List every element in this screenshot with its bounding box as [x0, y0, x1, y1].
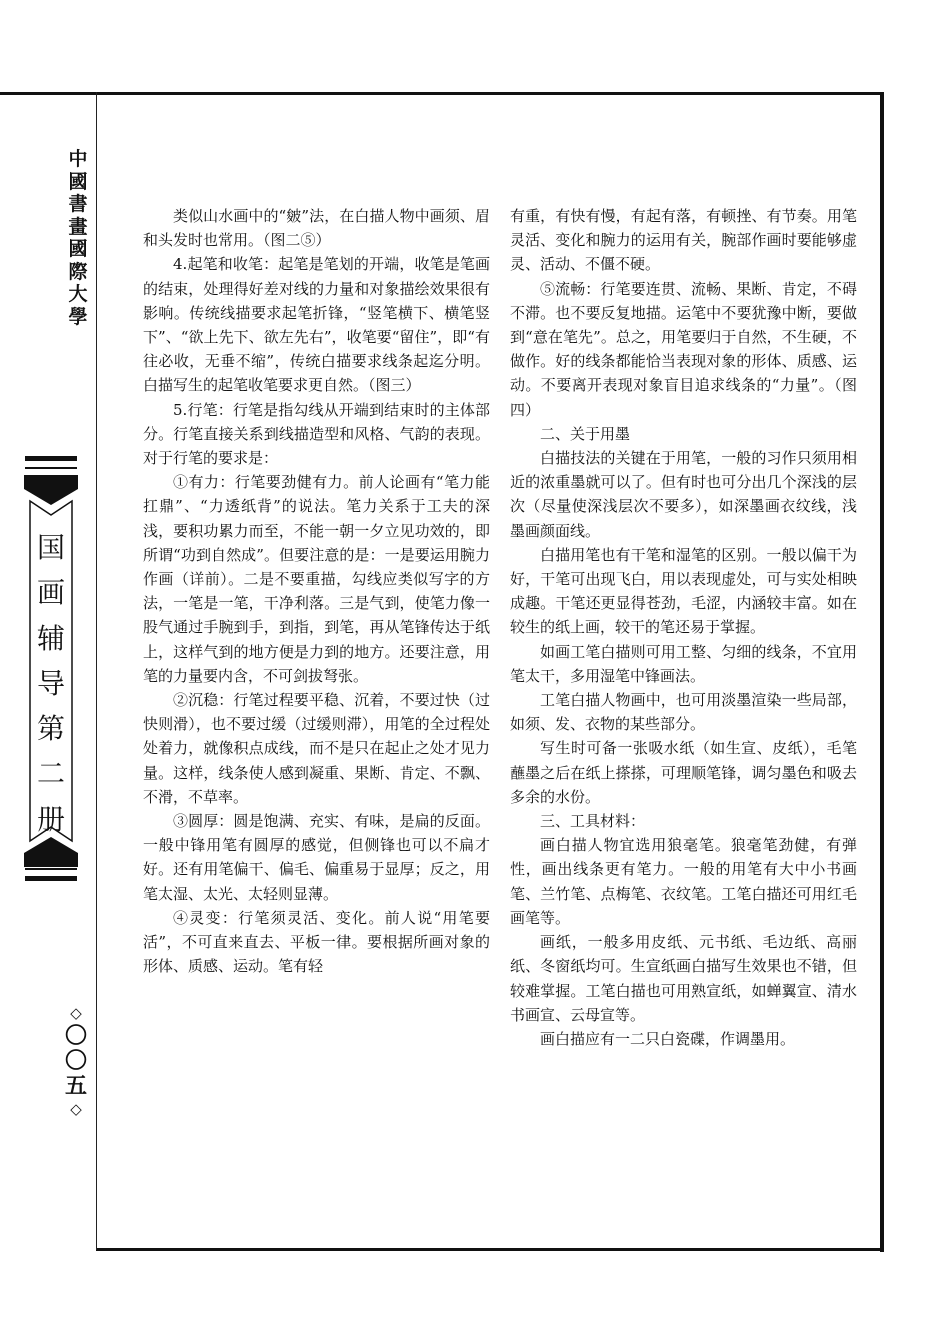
- frame-right-border: [880, 92, 884, 1252]
- school-name-char: 學: [68, 305, 88, 328]
- volume-title-char: 导: [36, 666, 65, 700]
- paragraph: 画白描应有一二只白瓷碟，作调墨用。: [540, 1029, 796, 1048]
- volume-title-char: 册: [36, 802, 65, 836]
- right-text-column: [510, 204, 857, 1051]
- paragraph: 类似山水画中的“皴”法，在白描人物中画须、眉和头发时也常用。（图二⑤）: [143, 207, 490, 250]
- frame-top-border: [0, 92, 884, 95]
- school-name-char: 際: [68, 260, 88, 283]
- plaque-top-bars: [25, 456, 77, 469]
- paragraph: 写生时可备一张吸水纸（如生宣、皮纸），毛笔蘸墨之后在纸上搽搽，可理顺笔锋，调匀墨色和吸去多余的水份。: [510, 739, 857, 806]
- page-number-digit: 五: [64, 1073, 87, 1099]
- paragraph: ⑤流畅：行笔要连贯、流畅、果断、肯定，不碍不滞。也不要反复地描。运笔中不要犹豫中断，要做到“意在笔先”。总之，用笔要归于自然，不生硬，不做作。好的线条都能恰当表现对象的形体、质感、运动。不要离开表现对象盲目追求线条的“力量”。（图四）: [510, 279, 857, 419]
- volume-title-char: 画: [36, 576, 65, 610]
- plaque-bottom-bars: [25, 868, 77, 881]
- school-name-vertical: [58, 148, 98, 328]
- school-name-char: 書: [68, 193, 88, 215]
- volume-title-char: 二: [36, 757, 65, 791]
- paragraph: ②沉稳：行笔过程要平稳、沉着，不要过快（过快则滑），也不要过缓（过缓则滞），用笔的全过程处处着力，就像积点成线，而不是只在起止之处才见力量。这样，线条使人感到凝重、果断、肯定、不飘、不滑，不草率。: [143, 691, 490, 806]
- volume-title: [30, 525, 72, 842]
- paragraph: ①有力：行笔要劲健有力。前人论画有“笔力能扛鼎”、“力透纸背”的说法。笔力关系于工夫的深浅，要积功累力而至，不能一朝一夕立见功效的，即所谓“功到自然成”。但要注意的是：一是要运用腕力作画（详前）。二是不要重描，勾线应类似写字的方法，一笔是一笔，干净利落。三是气到，使笔力像一股气通过手腕到手，到指，到笔，再从笔锋传达于纸上，这样气到的地方便是力到的地方。还要注意，用笔的力量要内含，不可剑拔弩张。: [143, 473, 490, 685]
- paragraph: 如画工笔白描则可用工整、匀细的线条，不宜用笔太干，多用湿笔中锋画法。: [510, 642, 857, 685]
- diamond-icon: ◇: [70, 1004, 82, 1022]
- paragraph: 画白描人物宜选用狼毫笔。狼毫笔劲健，有弹性，画出线条更有笔力。一般的用笔有大中小书画笔、兰竹笔、点梅笔、衣纹笔。工笔白描还可用红毛画笔等。: [510, 836, 857, 927]
- diamond-icon: ◇: [70, 1100, 82, 1118]
- paragraph: ③圆厚：圆是饱满、充实、有味，是扁的反面。一般中锋用笔有圆厚的感觉，但侧锋也可以不扁才好。还有用笔偏干、偏毛、偏重易于显厚；反之，用笔太湿、太光、太轻则显薄。: [143, 812, 490, 903]
- paragraph: 白描用笔也有干笔和湿笔的区别。一般以偏干为好，干笔可出现飞白，用以表现虚处，可与实处相映成趣。干笔还更显得苍劲，毛涩，内涵较丰富。如在较生的纸上画，较干的笔还易于掌握。: [510, 545, 857, 637]
- school-name-char: 國: [68, 238, 88, 260]
- left-text-column: [143, 204, 490, 979]
- volume-title-char: 辅: [36, 621, 65, 655]
- paragraph: 白描技法的关键在于用笔，一般的习作只须用相近的浓重墨就可以了。但有时也可分出几个深浅的层次（尽量使深浅层次不要多），如深墨画衣纹线，浅墨画颜面线。: [510, 449, 857, 540]
- section-heading: 二、关于用墨: [540, 424, 631, 443]
- school-name-char: 國: [68, 170, 88, 193]
- section-heading: 三、工具材料：: [540, 812, 646, 831]
- paragraph: 画纸，一般多用皮纸、元书纸、毛边纸、高丽纸、冬窗纸均可。生宣纸画白描写生效果也不错，但较难掌握。工笔白描也可用熟宣纸，如蝉翼宣、清水书画宣、云母宣等。: [510, 933, 857, 1024]
- paragraph: 工笔白描人物画中，也可用淡墨渲染一些局部，如须、发、衣物的某些部分。: [510, 691, 857, 734]
- paragraph: 5.行笔：行笔是指勾线从开端到结束时的主体部分。行笔直接关系到线描造型和风格、气韵的表现。对于行笔的要求是：: [143, 400, 490, 468]
- school-name-char: 大: [68, 283, 88, 305]
- volume-title-char: 第: [36, 712, 65, 746]
- paragraph: ④灵变：行笔须灵活、变化。前人说“用笔要活”，不可直来直去、平板一律。要根据所画对象的形体、质感、运动。笔有轻: [143, 908, 490, 976]
- paragraph: 4.起笔和收笔：起笔是笔划的开端，收笔是笔画的结束，处理得好差对线的力量和对象描绘效果很有影响。传统线描要求起笔折锋，“竖笔横下、横笔竖下”、“欲上先下、欲左先右”，收笔要“留住”，即“有往必收，无垂不缩”，传统白描要求线条起迄分明。白描写生的起笔收笔要求更自然。（图三）: [143, 255, 490, 395]
- page-number-digit: 〇: [64, 1023, 87, 1049]
- paragraph: 有重，有快有慢，有起有落，有顿挫、有节奏。用笔灵活、变化和腕力的运用有关，腕部作画时要能够虚灵、活动、不僵不硬。: [510, 207, 857, 274]
- volume-title-char: 国: [36, 531, 65, 564]
- page-number: [56, 1003, 96, 1120]
- frame-bottom-border: [96, 1248, 884, 1251]
- school-name-char: 畫: [68, 215, 88, 238]
- school-name-char: 中: [68, 148, 88, 170]
- page-number-digit: 〇: [64, 1048, 87, 1074]
